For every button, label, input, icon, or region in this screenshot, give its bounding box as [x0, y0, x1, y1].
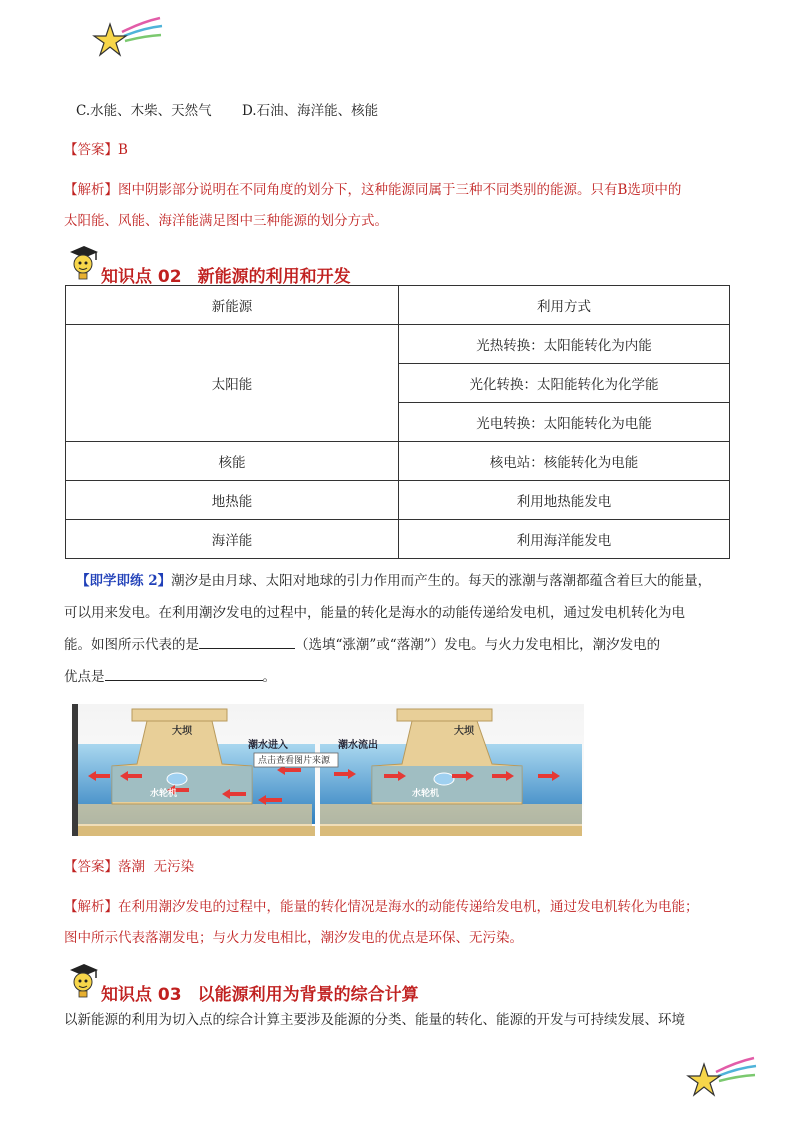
section3-intro: 以新能源的利用为切入点的综合计算主要涉及能源的分类、能量的转化、能源的开发与可持续发展、环境	[64, 1012, 685, 1028]
dam-label-right: 大坝	[454, 726, 474, 737]
practice-text: 能。如图所示代表的是	[64, 637, 199, 653]
cell-source: 核能	[66, 442, 399, 481]
q1-answer	[64, 140, 128, 160]
answer-value: 落潮 无污染	[118, 859, 195, 875]
analysis-text: 在利用潮汐发电的过程中，能量的转化情况是海水的动能传递给发电机，通过发电机转化为电能；	[118, 899, 699, 915]
header-source: 新能源	[66, 286, 399, 325]
tidal-power-figure	[72, 704, 584, 836]
practice-label: 【即学即练 2】	[76, 573, 172, 589]
cell-use: 核电站：核能转化为电能	[399, 442, 730, 481]
cell-source: 海洋能	[66, 520, 399, 559]
cell-source: 地热能	[66, 481, 399, 520]
practice-line1	[76, 571, 711, 591]
analysis-label: 【解析】	[64, 182, 118, 198]
cell-solar-use: 光热转换：太阳能转化为内能	[399, 325, 730, 364]
table-row	[66, 442, 730, 481]
answer-label: 【答案】	[64, 859, 118, 875]
header-use: 利用方式	[399, 286, 730, 325]
table-header-row	[66, 286, 730, 325]
practice-line4	[64, 666, 276, 687]
shooting-star-icon	[686, 1054, 758, 1100]
option-c: C.水能、木柴、天然气	[76, 103, 212, 119]
practice-text: （选填“涨潮”或“落潮”）发电。与火力发电相比，潮汐发电的	[295, 637, 661, 653]
shooting-star-icon	[92, 14, 164, 60]
student-mascot-icon	[66, 244, 100, 280]
q1-analysis-line2: 太阳能、风能、海洋能满足图中三种能源的划分方式。	[64, 213, 388, 229]
table-row	[66, 481, 730, 520]
option-d: D.石油、海洋能、核能	[241, 103, 379, 119]
practice-text: 。	[262, 669, 276, 685]
dam-label-left: 大坝	[172, 726, 192, 737]
q2-analysis-line2: 图中所示代表落潮发电；与火力发电相比，潮汐发电的优点是环保、无污染。	[64, 930, 523, 946]
practice-line2: 可以用来发电。在利用潮汐发电的过程中，能量的转化是海水的动能传递给发电机，通过发电机转化为电	[64, 605, 685, 621]
turbine-label-left: 水轮机	[150, 789, 178, 799]
q2-analysis-line1	[64, 897, 699, 917]
section3-subtitle: 以能源利用为背景的综合计算	[197, 985, 419, 1005]
answer-value: B	[118, 142, 128, 158]
answer-blank[interactable]	[199, 634, 295, 649]
practice-text: 潮汐是由月球、太阳对地球的引力作用而产生的。每天的涨潮与落潮都蕴含着巨大的能量，	[171, 573, 712, 589]
cell-use: 利用地热能发电	[399, 481, 730, 520]
tooltip-text: 点击查看图片来源	[258, 756, 331, 766]
cell-solar-use: 光电转换：太阳能转化为电能	[399, 403, 730, 442]
answer-blank[interactable]	[105, 666, 263, 681]
table-row	[66, 520, 730, 559]
cell-solar-use: 光化转换：太阳能转化为化学能	[399, 364, 730, 403]
analysis-text: 图中阴影部分说明在不同角度的划分下，这种能源同属于三种不同类别的能源。只有B选项中的	[118, 182, 682, 198]
answer-label: 【答案】	[64, 142, 118, 158]
energy-table	[65, 285, 730, 559]
section2-title: 知识点 02	[101, 267, 182, 287]
section3-heading	[101, 980, 419, 1005]
tide-out-label: 潮水流出	[338, 740, 378, 751]
section2-subtitle: 新能源的利用和开发	[197, 267, 351, 287]
table-row	[66, 325, 730, 364]
q2-answer	[64, 857, 194, 877]
cell-solar: 太阳能	[66, 325, 399, 442]
section3-title: 知识点 03	[101, 985, 182, 1005]
practice-line3	[64, 634, 660, 655]
tide-in-label: 潮水进入	[248, 740, 288, 751]
analysis-label: 【解析】	[64, 899, 118, 915]
cell-use: 利用海洋能发电	[399, 520, 730, 559]
practice-text: 优点是	[64, 669, 105, 685]
section2-heading	[101, 262, 351, 287]
student-mascot-icon	[66, 962, 100, 998]
q1-analysis-line1	[64, 180, 681, 200]
turbine-label-right: 水轮机	[412, 789, 440, 799]
